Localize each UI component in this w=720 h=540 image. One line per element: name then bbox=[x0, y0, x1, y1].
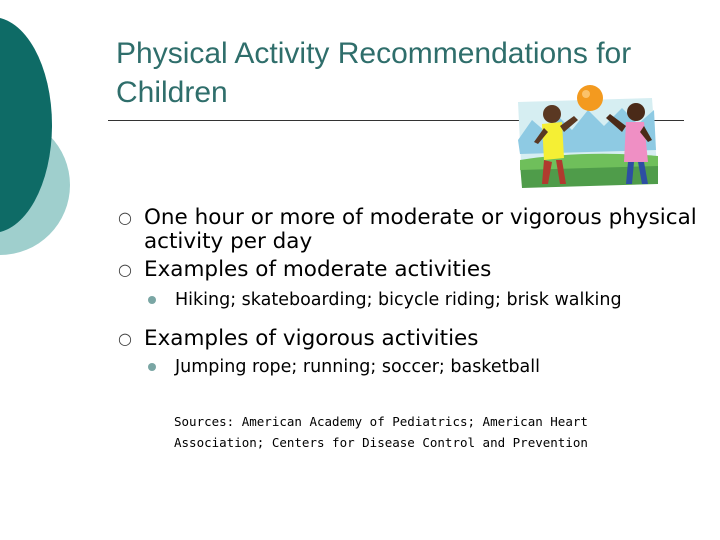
ball bbox=[577, 85, 603, 111]
sub-bullet-text: Jumping rope; running; soccer; basketball bbox=[175, 357, 541, 377]
slide-title: Physical Activity Recommendations for Children bbox=[116, 37, 632, 109]
bullet-item bbox=[118, 206, 698, 254]
hollow-circle-bullet-icon: ○ bbox=[118, 208, 132, 227]
bullet-item bbox=[118, 327, 698, 351]
bullet-item bbox=[118, 258, 698, 282]
sources-note: Sources: American Academy of Pediatrics; American Heart Association; Centers for Disease Control and Prevention bbox=[174, 414, 588, 450]
sub-bullet-item bbox=[118, 290, 698, 310]
hollow-circle-bullet-icon: ○ bbox=[118, 329, 132, 348]
bullet-text: Examples of vigorous activities bbox=[144, 326, 479, 351]
decorative-circles bbox=[0, 0, 80, 300]
filled-dot-bullet-icon bbox=[148, 363, 156, 371]
filled-dot-bullet-icon bbox=[148, 296, 156, 304]
children-playing-ball-clipart bbox=[512, 80, 662, 198]
sub-bullet-text: Hiking; skateboarding; bicycle riding; brisk walking bbox=[175, 290, 622, 310]
sub-bullet-item bbox=[118, 357, 698, 377]
hollow-circle-bullet-icon: ○ bbox=[118, 260, 132, 279]
bullet-list bbox=[118, 206, 698, 377]
bullet-text: Examples of moderate activities bbox=[144, 257, 492, 282]
bullet-text: One hour or more of moderate or vigorous physical activity per day bbox=[144, 205, 697, 254]
